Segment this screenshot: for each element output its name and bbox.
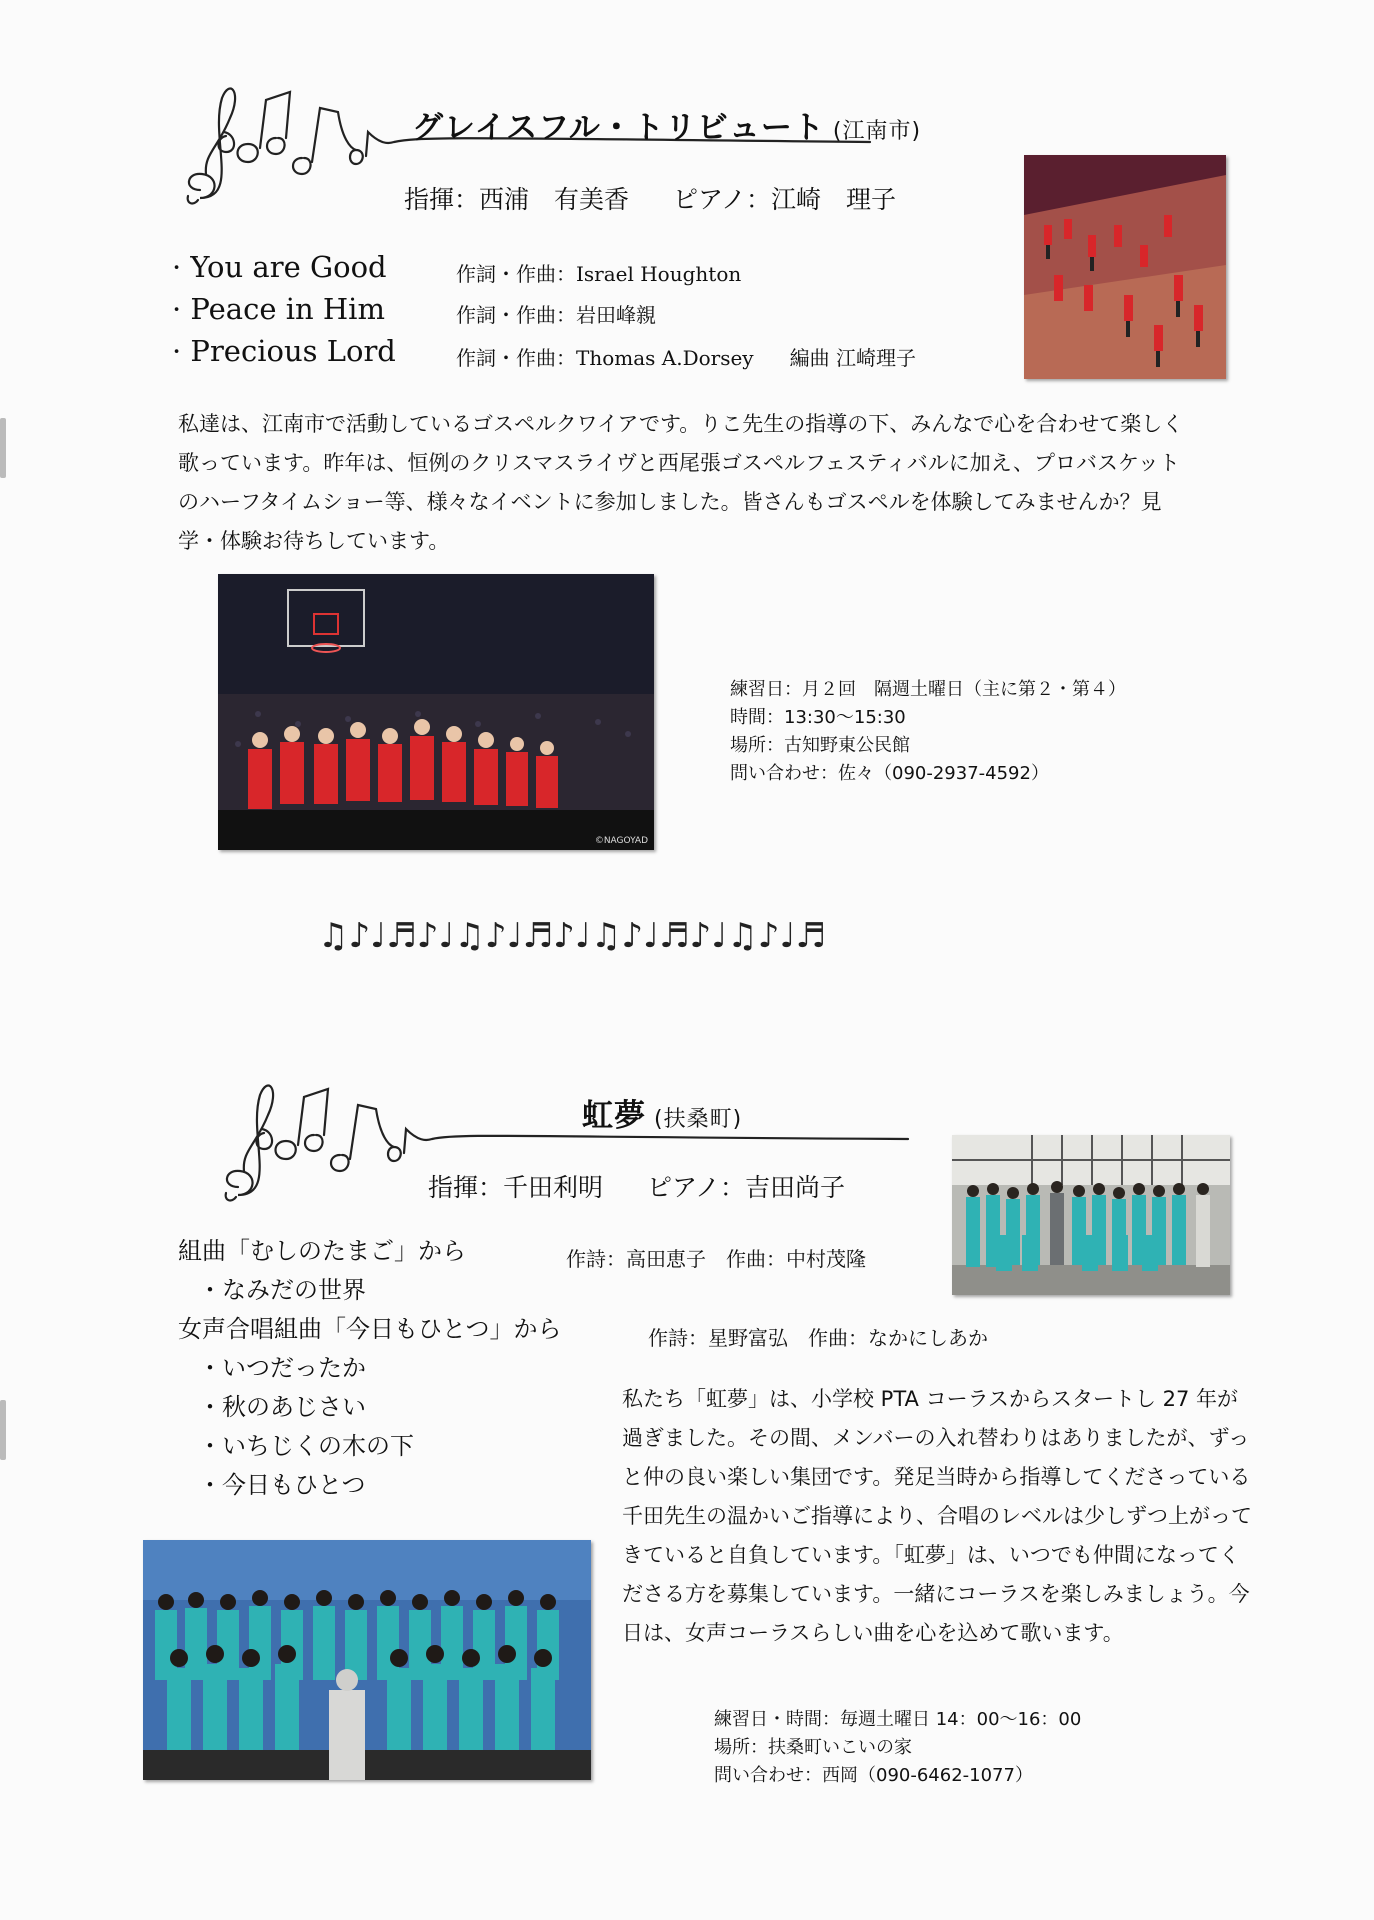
music-note-divider: ♫♪♩♬♪♩♫♪♩♬♪♩♫♪♩♬♪♩♫♪♩♬	[318, 916, 826, 956]
song-credit	[456, 258, 741, 287]
binder-mark-top	[0, 418, 6, 478]
song-title: · You are Good	[172, 250, 387, 284]
contact: 問い合わせ：西岡（090-6462-1077）	[714, 1765, 1033, 1786]
suite-credit: 作詩：星野富弘 作曲：なかにしあか	[648, 1326, 988, 1350]
practice-time: 時間：13:30〜15:30	[730, 707, 906, 728]
song-title: · Precious Lord	[172, 334, 396, 368]
photo-image	[143, 1540, 591, 1780]
pianist: ピアノ：江崎 理子	[673, 185, 897, 214]
composer: Israel Houghton	[576, 262, 742, 286]
group-title	[582, 1090, 742, 1135]
photo-image	[952, 1135, 1230, 1295]
suite-credit: 作詩：高田恵子 作曲：中村茂隆	[566, 1247, 866, 1271]
contact: 問い合わせ：佐々（090-2937-4592）	[730, 763, 1049, 784]
binder-mark-bottom	[0, 1400, 6, 1460]
group-name: 虹夢	[582, 1098, 646, 1134]
practice-place: 場所：古知野東公民館	[730, 735, 910, 756]
song-list	[178, 1232, 562, 1505]
song-item: ・今日もひとつ	[198, 1471, 366, 1499]
practice-info	[730, 676, 1126, 788]
staff-line	[428, 1168, 845, 1204]
conductor: 指揮：千田利明	[428, 1173, 604, 1202]
credit-label: 作詞・作曲：	[456, 303, 576, 327]
group-name: グレイスフル・トリビュート	[412, 110, 825, 146]
suite-title: 組曲「むしのたまご」から	[178, 1237, 466, 1265]
group-city: (扶桑町)	[654, 1107, 743, 1132]
group-description: 私達は、江南市で活動しているゴスペルクワイアです。りこ先生の指導の下、みんなで心を合わせて楽しく歌っています。昨年は、恒例のクリスマスライヴと西尾張ゴスペルフェスティバルに加え、プロバスケットのハーフタイムショー等、様々なイベントに参加しました。皆さんもゴスペルを体験してみませんか？見学・体験お待ちしています。	[178, 412, 1184, 553]
song-item: ・いちじくの木の下	[198, 1432, 414, 1460]
credit-label: 作詞・作曲：	[456, 262, 576, 286]
performance-photo-court	[1024, 155, 1226, 379]
staff-line	[404, 180, 896, 216]
practice-info	[714, 1706, 1081, 1790]
practice-days: 練習日：月２回 隔週土曜日（主に第２・第４）	[730, 679, 1126, 700]
song-item: ・いつだったか	[198, 1354, 366, 1382]
pianist: ピアノ：吉田尚子	[647, 1173, 846, 1202]
credit-label: 作詞・作曲：	[456, 346, 576, 370]
practice-days: 練習日・時間：毎週土曜日 14：00〜16：00	[714, 1709, 1082, 1730]
suite-title: 女声合唱組曲「今日もひとつ」から	[178, 1315, 562, 1343]
photo-image	[1024, 155, 1226, 379]
song-item: ・秋のあじさい	[198, 1393, 366, 1421]
practice-place: 場所：扶桑町いこいの家	[714, 1737, 912, 1758]
song-title: · Peace in Him	[172, 292, 385, 326]
photo-image	[218, 574, 654, 850]
arranger: 編曲 江崎理子	[789, 346, 916, 370]
group-title	[412, 102, 921, 147]
photo-copyright: ©NAGOYAD	[594, 836, 648, 846]
song-credit	[456, 299, 656, 328]
conductor: 指揮：西浦 有美香	[404, 185, 630, 214]
performance-photo-arena	[218, 574, 654, 850]
choir-stage-photo	[143, 1540, 591, 1780]
group-photo	[952, 1135, 1230, 1295]
composer: 岩田峰親	[576, 303, 656, 327]
song-credit	[456, 342, 916, 371]
composer: Thomas A.Dorsey	[576, 346, 754, 370]
song-item: ・なみだの世界	[198, 1276, 366, 1304]
group-city: (江南市)	[832, 119, 922, 144]
group-description: 私たち「虹夢」は、小学校 PTA コーラスからスタートし 27 年が過ぎました。その間、メンバーの入れ替わりはありましたが、ずっと仲の良い楽しい集団です。発足当時から指導してくださっている千田先生の温かいご指導により、合唱のレベルは少しずつ上がってきていると自負しています。「虹夢」は、いつでも仲間になってくださる方を募集しています。一緒にコーラスを楽しみましょう。今日は、女声コーラスらしい曲を心を込めて歌います。	[622, 1387, 1252, 1645]
